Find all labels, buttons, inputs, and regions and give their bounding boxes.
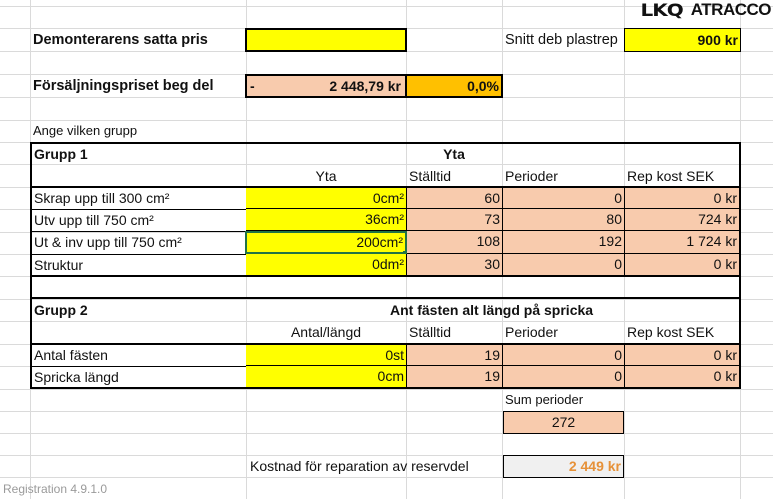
row-label: Ut & inv upp till 750 cm² (32, 231, 246, 254)
length-input[interactable]: 0cm (246, 366, 406, 387)
sale-price-percent: 0,0% (405, 74, 503, 98)
group2-col-cost: Rep kost SEK (627, 324, 715, 340)
quantity-input[interactable]: 0st (246, 345, 406, 366)
group-prompt: Ange vilken grupp (33, 123, 138, 138)
setup-time: 60 (406, 188, 502, 209)
repair-cost: 0 kr (624, 366, 739, 387)
periods: 0 (502, 188, 624, 209)
group2-section-title: Ant fästen alt längd på spricka (390, 302, 594, 318)
group1-col-cost: Rep kost SEK (627, 168, 715, 184)
row-label: Antal fästen (34, 347, 108, 363)
group1-section-title: Yta (443, 146, 465, 162)
setup-time: 19 (406, 366, 502, 387)
group2-title: Grupp 2 (34, 302, 88, 318)
area-input[interactable]: 36cm² (246, 209, 406, 231)
group1-col-periods: Perioder (505, 168, 558, 184)
repair-cost: 1 724 kr (624, 231, 739, 254)
avg-deb-label: Snitt deb plastrep (505, 32, 618, 48)
sale-price-field (245, 74, 407, 98)
periods: 0 (502, 366, 624, 387)
area-input[interactable]: 0cm² (246, 188, 406, 209)
periods: 0 (502, 345, 624, 366)
repair-cost: 0 kr (624, 345, 739, 366)
group2-col-qty: Antal/längd (290, 324, 362, 340)
sale-price-value: 2 448,79 kr (329, 78, 401, 94)
repair-cost: 724 kr (624, 209, 739, 231)
group2-col-periods: Perioder (505, 324, 558, 340)
repair-cost-label: Kostnad för reparation av reservdel (250, 458, 469, 474)
setup-time: 73 (406, 209, 502, 231)
periods: 192 (502, 231, 624, 254)
repair-cost: 0 kr (624, 188, 739, 209)
lkq-logo: LKQ (640, 0, 683, 21)
group1-title: Grupp 1 (34, 146, 88, 162)
sale-price-sign: - (250, 78, 255, 94)
row-label: Skrap upp till 300 cm² (34, 190, 170, 206)
area-input-selected[interactable]: 200cm² (245, 231, 407, 254)
setup-time: 19 (406, 345, 502, 366)
sum-periods-label: Sum perioder (505, 392, 584, 407)
sum-periods-value: 272 (503, 411, 624, 434)
area-input[interactable]: 0dm² (246, 254, 406, 275)
row-label: Utv upp till 750 cm² (32, 209, 246, 231)
periods: 80 (502, 209, 624, 231)
avg-deb-value[interactable]: 900 kr (624, 28, 741, 52)
setup-time: 108 (407, 231, 502, 254)
dismantler-price-input[interactable] (245, 28, 407, 52)
periods: 0 (502, 254, 624, 275)
row-label: Struktur (32, 254, 246, 275)
repair-cost-total: 2 449 kr (503, 455, 624, 478)
atracco-logo: ATRACCO (690, 0, 771, 19)
sale-price-label: Försäljningspriset beg del (33, 78, 214, 94)
repair-cost: 0 kr (624, 254, 739, 275)
group1-col-yta: Yta (315, 168, 337, 184)
dismantler-price-label: Demonterarens satta pris (33, 32, 208, 48)
brand-logo (641, 0, 771, 20)
row-label: Spricka längd (32, 366, 246, 387)
setup-time: 30 (406, 254, 502, 275)
registration-version: Registration 4.9.1.0 (3, 482, 108, 496)
group1-col-setup: Ställtid (409, 168, 452, 184)
group2-col-setup: Ställtid (409, 324, 452, 340)
